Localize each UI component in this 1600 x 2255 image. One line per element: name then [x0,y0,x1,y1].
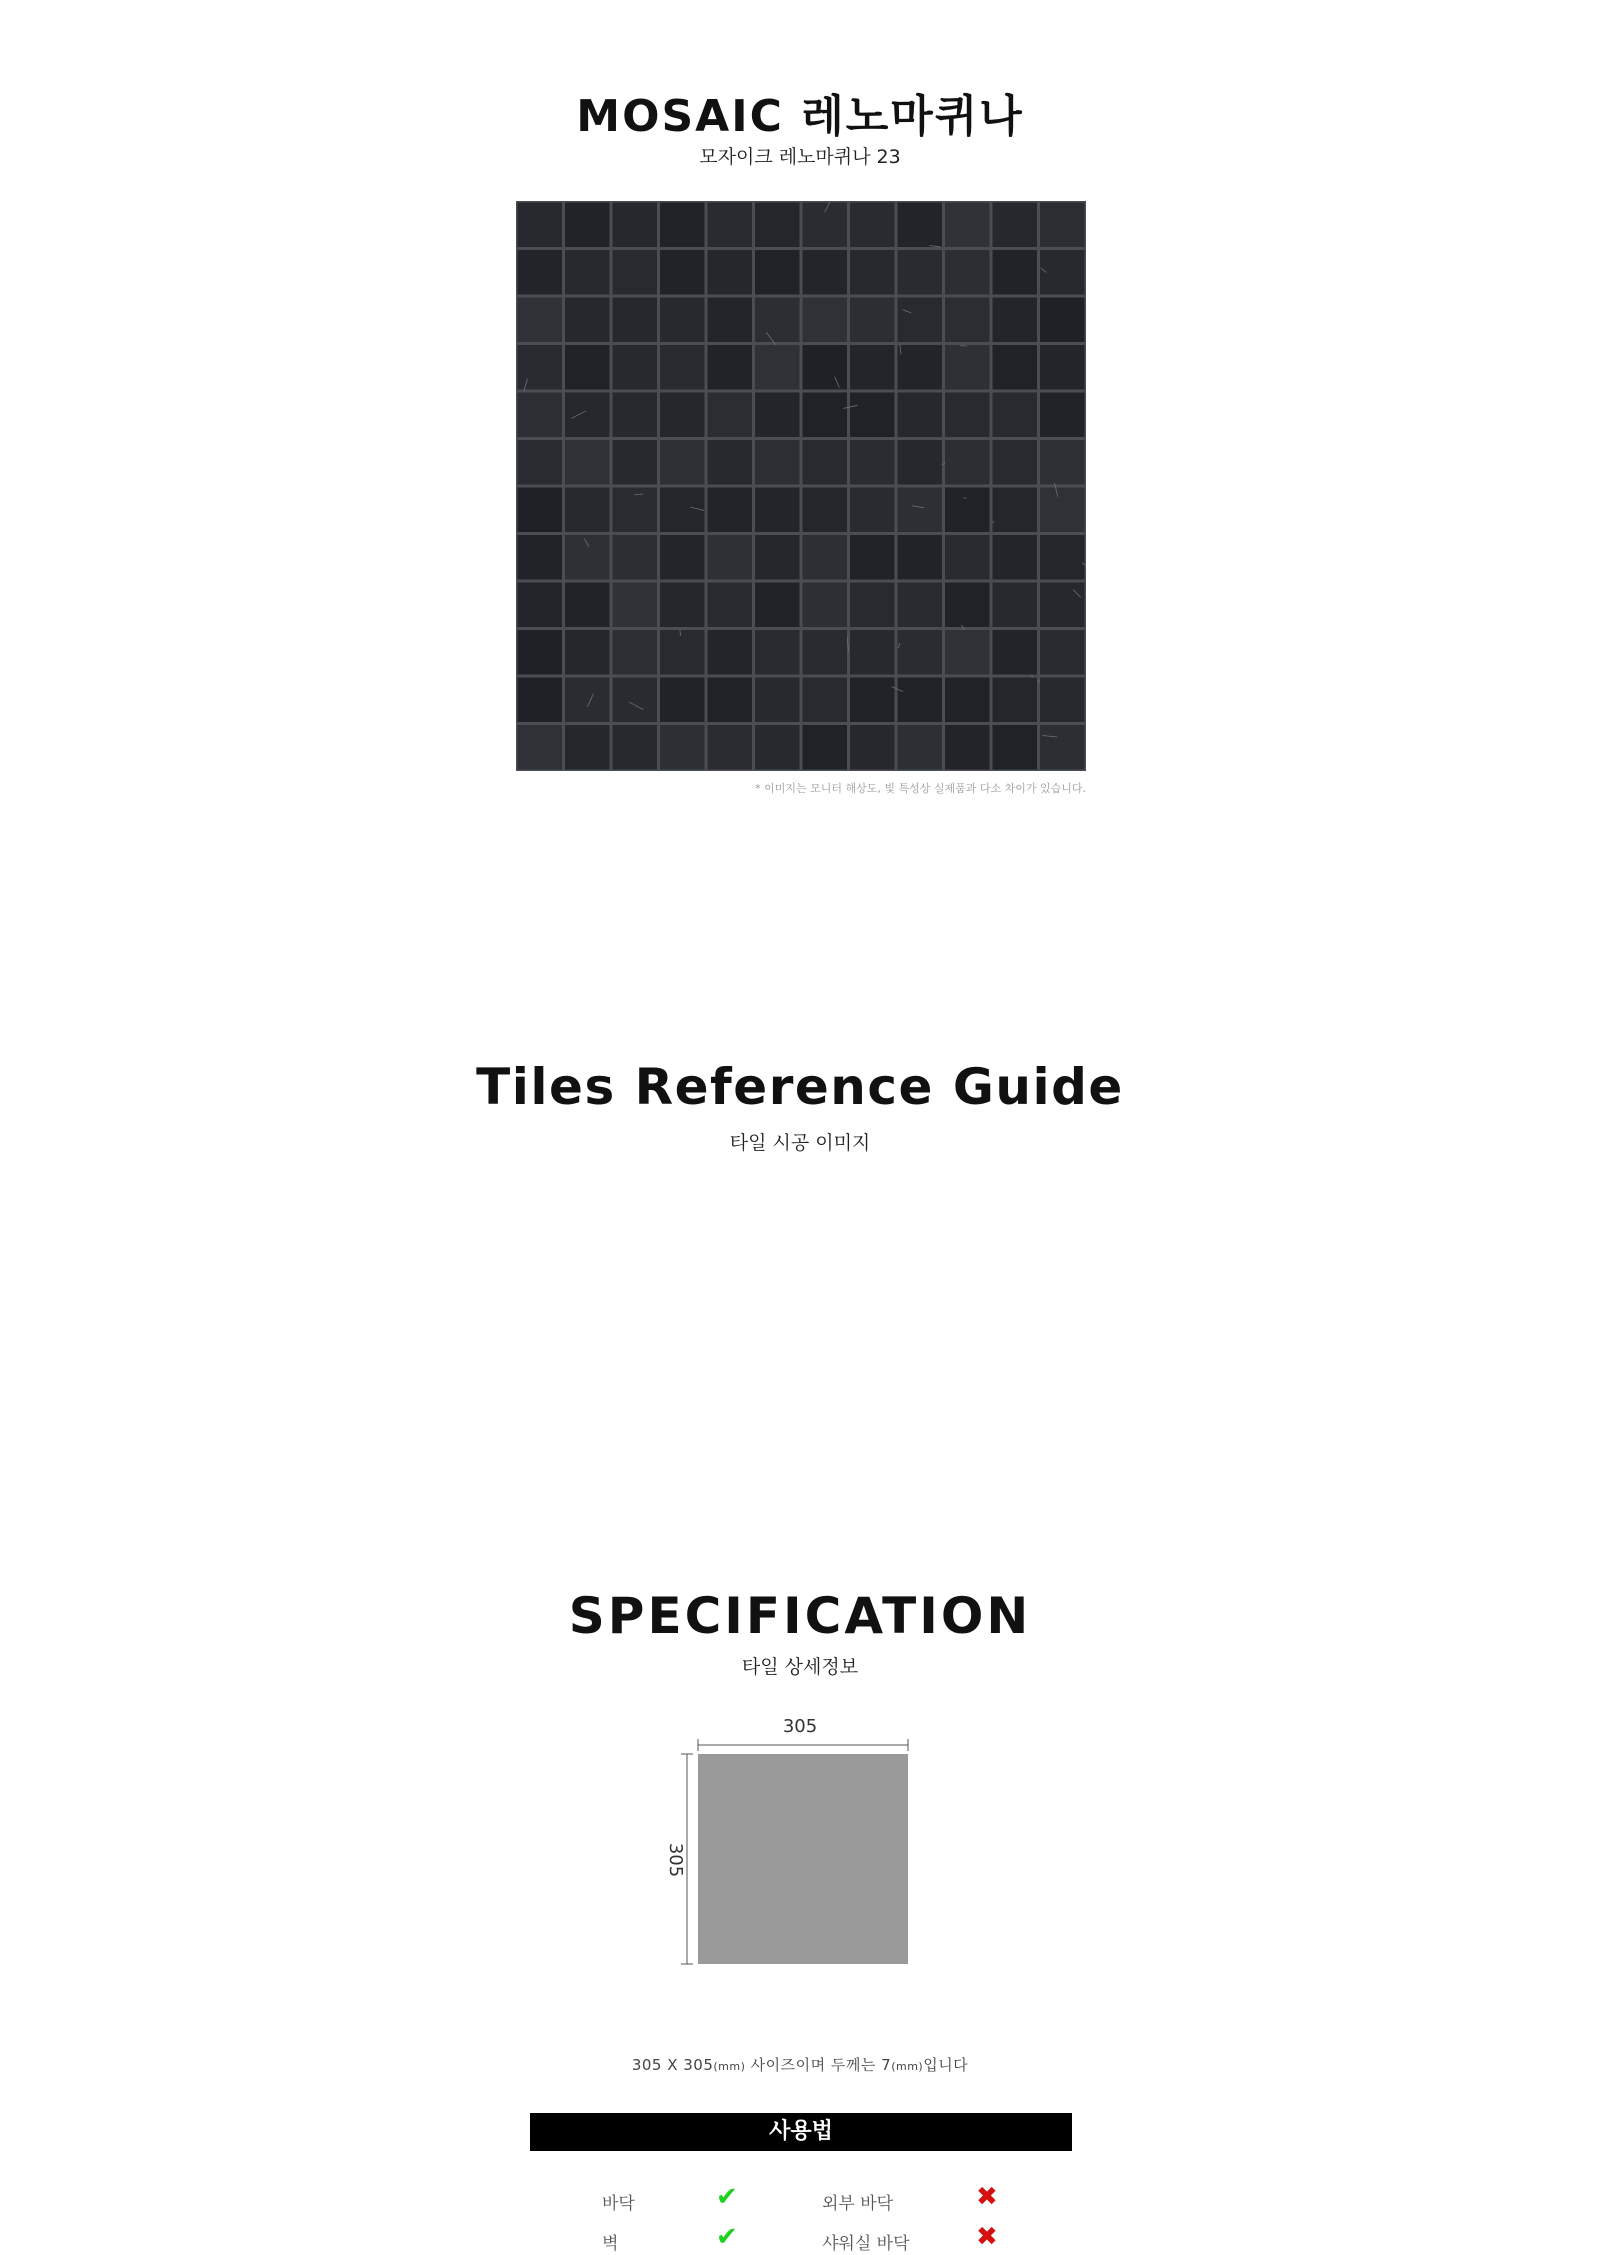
mosaic-tile [850,250,895,295]
mosaic-tile [993,393,1038,438]
mosaic-tile [613,488,658,533]
mosaic-tile [613,440,658,485]
mosaic-tile [945,488,990,533]
marble-vein [680,630,681,636]
mosaic-tile [518,393,563,438]
mosaic-tile [755,298,800,343]
mosaic-tile [1040,393,1085,438]
mosaic-tile [660,440,705,485]
mosaic-tile [1040,725,1085,770]
mosaic-tile [945,678,990,723]
mosaic-tile [565,583,610,628]
mosaic-tile [993,298,1038,343]
mosaic-tile-grid [516,201,1086,771]
mosaic-tile [518,535,563,580]
size-unit: (mm) [713,2060,746,2073]
mosaic-tile [613,535,658,580]
mosaic-tile [850,393,895,438]
mosaic-tile [708,203,753,248]
mosaic-tile [945,535,990,580]
mosaic-tile [898,345,943,390]
mosaic-tile [660,725,705,770]
page-title: MOSAIC 레노마퀴나 [576,91,1024,142]
height-dimension-label: 305 [665,1842,686,1878]
mosaic-tile [945,725,990,770]
mosaic-tile [1040,440,1085,485]
mosaic-tile [755,630,800,675]
mosaic-tile [660,345,705,390]
mosaic-tile [565,678,610,723]
mosaic-tile [803,725,848,770]
mosaic-tile [993,440,1038,485]
mosaic-tile [518,440,563,485]
product-image [516,201,1086,771]
mosaic-tile [708,345,753,390]
mosaic-tile [850,488,895,533]
mosaic-tile [755,535,800,580]
mosaic-tile [945,393,990,438]
mosaic-tile [803,630,848,675]
mosaic-tile [755,678,800,723]
mosaic-tile [565,725,610,770]
mosaic-tile [613,203,658,248]
mosaic-tile [803,345,848,390]
mosaic-tile [708,725,753,770]
check-icon: ✔ [716,2222,738,2252]
mosaic-tile [945,203,990,248]
mosaic-tile [565,203,610,248]
mosaic-tile [518,203,563,248]
mosaic-tile [613,630,658,675]
mosaic-tile [803,535,848,580]
mosaic-tile [518,678,563,723]
mosaic-tile [518,630,563,675]
mosaic-tile [708,298,753,343]
mosaic-tile [993,630,1038,675]
reference-subtitle: 타일 시공 이미지 [729,1132,871,1154]
mosaic-tile [708,488,753,533]
mosaic-tile [945,345,990,390]
mosaic-tile [660,535,705,580]
thickness-unit: (mm) [891,2060,924,2073]
mosaic-tile [850,440,895,485]
mosaic-tile [993,535,1038,580]
mosaic-tile [803,440,848,485]
mosaic-tile [850,725,895,770]
mosaic-tile [993,583,1038,628]
mosaic-tile [613,583,658,628]
mosaic-tile [1040,583,1085,628]
size-dimensions: 305 X 305 [631,2056,714,2074]
mosaic-tile [898,488,943,533]
reference-title: Tiles Reference Guide [476,1058,1124,1116]
mosaic-tile [1040,535,1085,580]
mosaic-tile [1040,345,1085,390]
mosaic-tile [850,345,895,390]
mosaic-tile [755,393,800,438]
mosaic-tile [945,250,990,295]
tile-dimension-diagram [640,1710,960,1990]
mosaic-tile [803,393,848,438]
mosaic-tile [803,488,848,533]
mosaic-tile [565,630,610,675]
mosaic-tile [850,630,895,675]
mosaic-tile [708,440,753,485]
check-icon: ✔ [716,2182,738,2212]
mosaic-tile [945,583,990,628]
usage-item-wall: 벽 [602,2234,619,2254]
mosaic-tile [565,250,610,295]
mosaic-tile [518,583,563,628]
mosaic-tile [850,298,895,343]
mosaic-tile [708,678,753,723]
mosaic-tile [898,630,943,675]
mosaic-tile [565,440,610,485]
usage-header-bar [530,2113,1072,2151]
size-description [0,2054,1600,2075]
mosaic-tile [803,678,848,723]
mosaic-tile [755,440,800,485]
mosaic-tile [613,393,658,438]
mosaic-tile [755,725,800,770]
mosaic-tile [803,298,848,343]
mosaic-tile [660,298,705,343]
mosaic-tile [945,298,990,343]
mosaic-tile [803,250,848,295]
mosaic-tile [613,345,658,390]
mosaic-tile [993,725,1038,770]
mosaic-tile [565,298,610,343]
mosaic-tile [518,488,563,533]
mosaic-tile [898,583,943,628]
mosaic-tile [1040,630,1085,675]
mosaic-tile [898,725,943,770]
mosaic-tile [660,488,705,533]
mosaic-tile [898,203,943,248]
mosaic-tile [945,630,990,675]
mosaic-tile [850,583,895,628]
mosaic-tile [898,298,943,343]
mosaic-tile [613,298,658,343]
mosaic-tile [1040,203,1085,248]
mosaic-tile [803,203,848,248]
mosaic-tile [850,535,895,580]
mosaic-tile [565,393,610,438]
mosaic-tile [565,345,610,390]
size-thickness-text: 사이즈이며 두께는 7 [745,2056,892,2074]
mosaic-tile [1040,298,1085,343]
mosaic-tile [993,678,1038,723]
mosaic-tile [898,440,943,485]
mosaic-tile [708,393,753,438]
mosaic-tile [755,250,800,295]
mosaic-tile [660,583,705,628]
mosaic-tile [660,250,705,295]
mosaic-tile [518,250,563,295]
mosaic-tile [660,203,705,248]
mosaic-tile [518,725,563,770]
mosaic-tile [708,583,753,628]
mosaic-tile [993,250,1038,295]
mosaic-tile [803,583,848,628]
mosaic-tile [755,488,800,533]
mosaic-tile [613,725,658,770]
mosaic-tile [518,345,563,390]
mosaic-tile [660,393,705,438]
usage-item-exterior-floor: 외부 바닥 [822,2194,894,2214]
usage-item-floor: 바닥 [602,2194,635,2214]
specification-subtitle: 타일 상세정보 [741,1656,859,1678]
mosaic-tile [755,583,800,628]
specification-title: SPECIFICATION [568,1587,1032,1645]
mosaic-tile [945,440,990,485]
mosaic-tile [1040,488,1085,533]
mosaic-tile [755,345,800,390]
mosaic-tile [660,678,705,723]
mosaic-tile [755,203,800,248]
cross-icon: ✖ [976,2222,998,2252]
image-disclaimer: * 이미지는 모니터 해상도, 빛 특성상 실제품과 다소 차이가 있습니다. [755,782,1086,795]
mosaic-tile [1040,678,1085,723]
mosaic-tile [613,678,658,723]
mosaic-tile [613,250,658,295]
mosaic-tile [850,203,895,248]
mosaic-tile [708,250,753,295]
usage-title: 사용법 [769,2119,833,2144]
cross-icon: ✖ [976,2182,998,2212]
mosaic-tile [660,630,705,675]
tile-size-swatch [698,1754,908,1964]
mosaic-tile [708,630,753,675]
mosaic-tile [993,203,1038,248]
mosaic-tile [993,345,1038,390]
mosaic-tile [993,488,1038,533]
mosaic-tile [565,488,610,533]
mosaic-tile [850,678,895,723]
mosaic-tile [898,393,943,438]
mosaic-tile [518,298,563,343]
mosaic-tile [1040,250,1085,295]
mosaic-tile [898,250,943,295]
mosaic-tile [898,535,943,580]
mosaic-tile [898,678,943,723]
mosaic-tile [708,535,753,580]
width-dimension-label: 305 [782,1716,818,1737]
size-ending: 입니다 [923,2056,969,2074]
mosaic-tile [565,535,610,580]
page-subtitle: 모자이크 레노마퀴나 23 [699,146,901,168]
usage-item-shower-floor: 샤워실 바닥 [822,2234,910,2254]
